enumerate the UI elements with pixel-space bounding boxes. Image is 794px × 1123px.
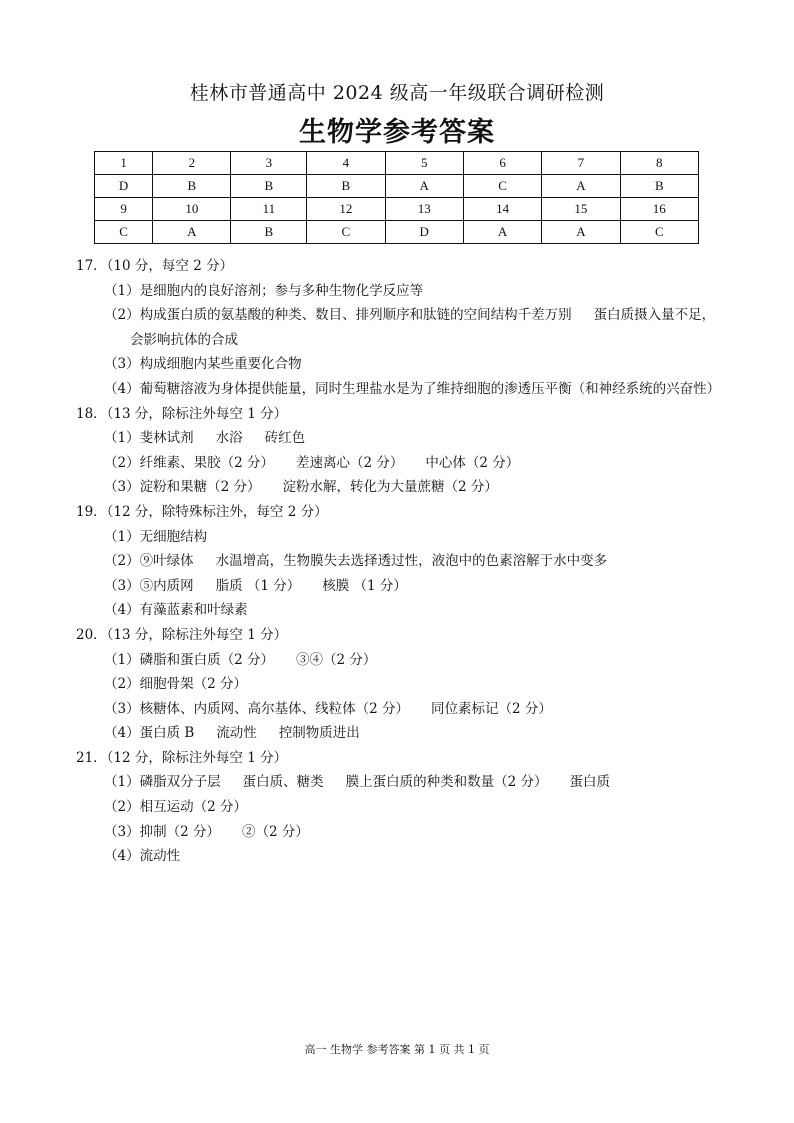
answer-cell: B (307, 175, 385, 198)
answer-line (76, 697, 736, 722)
answer-cell: D (95, 175, 153, 198)
answer-line (76, 795, 736, 820)
answer-segment: ③④（2 分） (295, 651, 377, 668)
answer-cell: D (385, 221, 463, 244)
question-number-row (95, 152, 699, 175)
answer-line (76, 574, 736, 599)
answer-segment: 水温增高，生物膜失去选择透过性，液泡中的色素溶解于水中变多 (215, 553, 608, 570)
answer-line (76, 598, 736, 623)
question-number-cell: 16 (620, 198, 698, 221)
answer-row (95, 221, 699, 244)
question-number-cell: 6 (463, 152, 541, 175)
answer-line (76, 525, 736, 550)
answer-segment: （4）葡萄糖溶液为身体提供能量，同时生理盐水是为了维持细胞的渗透压平衡（和神经系统的兴奋性） (104, 380, 721, 397)
answer-segment: 差速离心（2 分） (295, 454, 404, 471)
answer-segment: （4）蛋白质 B (104, 725, 195, 742)
answer-segment: 中心体（2 分） (425, 454, 520, 471)
question-number-cell: 13 (385, 198, 463, 221)
question-header: 20．（13 分，除标注外每空 1 分） (76, 626, 288, 643)
answer-line (76, 475, 736, 500)
question-block (76, 746, 736, 869)
question-number-cell: 5 (385, 152, 463, 175)
answer-line (76, 328, 736, 353)
question-number-cell: 3 (231, 152, 307, 175)
answer-segment: （3）抑制（2 分） (104, 823, 220, 840)
answer-line (76, 426, 736, 451)
answer-row (95, 175, 699, 198)
answer-line (76, 820, 736, 845)
answer-segment: 同位素标记（2 分） (430, 700, 552, 717)
question-number-cell: 10 (153, 198, 231, 221)
question-block (76, 623, 736, 746)
answer-line (76, 352, 736, 377)
question-block (76, 402, 736, 500)
answer-segment: 核膜 （1 分） (322, 577, 407, 594)
answer-line (76, 451, 736, 476)
question-header: 18．（13 分，除标注外每空 1 分） (76, 405, 288, 422)
answer-line (76, 672, 736, 697)
answer-segment: 蛋白质 (569, 774, 610, 791)
answer-cell: C (463, 175, 541, 198)
question-header: 21．（12 分，除标注外每空 1 分） (76, 749, 288, 766)
answer-segment: 脂质 （1 分） (215, 577, 301, 594)
answer-segment: 蛋白质摄入量不足， (593, 307, 716, 324)
answer-segment: （2）细胞骨架（2 分） (104, 676, 247, 693)
question-block (76, 500, 736, 623)
question-number-cell: 14 (463, 198, 541, 221)
answer-segment: 淀粉水解，转化为大量蔗糖（2 分） (282, 479, 498, 496)
answer-cell: B (231, 221, 307, 244)
answer-cell: A (153, 221, 231, 244)
answer-segment: （1）无细胞结构 (104, 528, 208, 545)
answer-line (76, 303, 736, 328)
answer-line (76, 770, 736, 795)
page-footer: 高一 生物学 参考答案 第 1 页 共 1 页 (304, 1043, 490, 1056)
answer-cell: C (95, 221, 153, 244)
answer-segment: （3）淀粉和果糖（2 分） (104, 479, 261, 496)
answer-segment: （2）构成蛋白质的氨基酸的种类、数目、排列顺序和肽链的空间结构千差万别 (104, 307, 572, 324)
answer-segment: 流动性 (216, 725, 257, 742)
answer-line (76, 279, 736, 304)
answer-segment: （2）纤维素、果胶（2 分） (104, 454, 274, 471)
answer-line (76, 377, 736, 402)
multiple-choice-answer-table (94, 151, 699, 244)
page-title: 生物学参考答案 (299, 117, 495, 148)
answer-line (76, 721, 736, 746)
answer-cell: A (385, 175, 463, 198)
answer-cell: B (231, 175, 307, 198)
answer-line (76, 648, 736, 673)
answer-segment: （1）磷脂和蛋白质（2 分） (104, 651, 274, 668)
answer-segment: ②（2 分） (241, 823, 309, 840)
answer-cell: C (307, 221, 385, 244)
question-header: 17．（10 分，每空 2 分） (76, 258, 234, 274)
answer-segment: （2）相互运动（2 分） (104, 799, 247, 816)
answer-segment: （1）磷脂双分子层 (104, 774, 221, 791)
answer-segment: （3）核糖体、内质网、高尔基体、线粒体（2 分） (104, 700, 409, 717)
answer-segment: 蛋白质、糖类 (242, 774, 324, 791)
question-block (76, 254, 736, 402)
answer-content (76, 254, 736, 869)
question-number-cell: 4 (307, 152, 385, 175)
question-number-cell: 7 (542, 152, 620, 175)
answer-segment: （3）构成细胞内某些重要化合物 (104, 356, 302, 373)
answer-cell: C (620, 221, 698, 244)
question-number-cell: 9 (95, 198, 153, 221)
question-number-cell: 15 (542, 198, 620, 221)
answer-line (76, 549, 736, 574)
question-number-cell: 8 (620, 152, 698, 175)
answer-cell: B (153, 175, 231, 198)
question-number-cell: 11 (231, 198, 307, 221)
answer-segment: （3）⑤内质网 (104, 577, 194, 594)
answer-segment: 水浴 (215, 430, 243, 447)
answer-segment: 会影响抗体的合成 (130, 331, 238, 348)
answer-segment: （1）是细胞内的良好溶剂；参与多种生物化学反应等 (104, 282, 424, 299)
answer-cell: A (463, 221, 541, 244)
answer-line (76, 844, 736, 869)
answer-segment: 控制物质进出 (278, 725, 360, 742)
answer-cell: A (542, 175, 620, 198)
answer-segment: 砖红色 (264, 430, 306, 447)
question-header: 19．（12 分，除特殊标注外，每空 2 分） (76, 503, 328, 520)
exam-subtitle: 桂林市普通高中 2024 级高一年级联合调研检测 (189, 82, 605, 104)
answer-cell: A (542, 221, 620, 244)
answer-cell: B (620, 175, 698, 198)
answer-segment: 膜上蛋白质的种类和数量（2 分） (345, 774, 548, 791)
question-number-cell: 2 (153, 152, 231, 175)
answer-segment: （2）⑨叶绿体 (104, 553, 194, 570)
question-number-cell: 12 (307, 198, 385, 221)
answer-segment: （4）流动性 (104, 848, 181, 865)
answer-segment: （1）斐林试剂 (104, 430, 194, 447)
answer-segment: （4）有藻蓝素和叶绿素 (104, 602, 248, 619)
question-number-cell: 1 (95, 152, 153, 175)
question-number-row (95, 198, 699, 221)
